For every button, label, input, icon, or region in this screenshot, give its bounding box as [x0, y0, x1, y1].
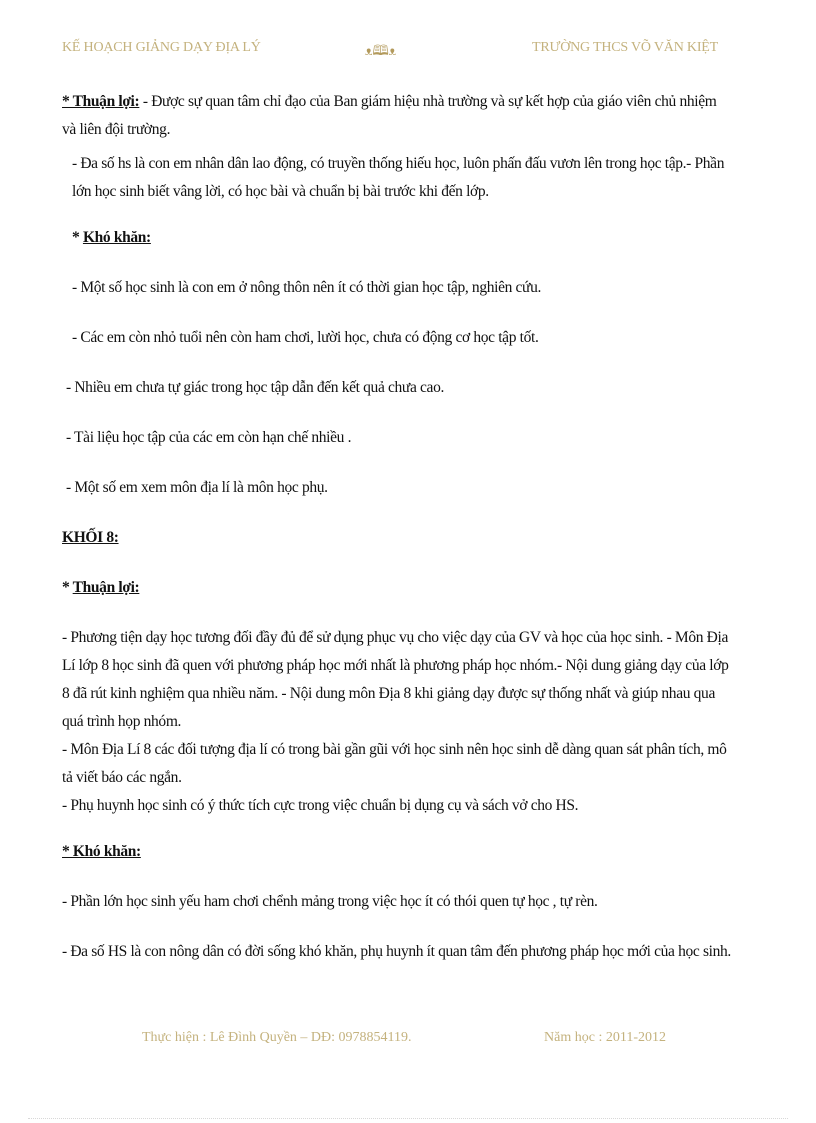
thuanloi-paragraph: [62, 88, 732, 144]
bottom-divider: [28, 1118, 788, 1119]
page-header: [62, 40, 718, 62]
khokhan-heading: [62, 224, 732, 252]
footer-author: Thực hiện : Lê Đình Quyền – DĐ: 0978854119.: [142, 1030, 412, 1045]
k8-thuanloi-paragraph-2: - Môn Địa Lí 8 các đối tượng địa lí có trong bài gần gũi với học sinh nên học sinh dễ dàng quan sát phân tích, mô tả viết báo các ngắn.: [62, 741, 727, 786]
khokhan-label: Khó khăn:: [82, 229, 151, 246]
thuanloi-label: * Thuận lợi:: [62, 93, 140, 110]
footer-school-year: Năm học : 2011-2012: [544, 1030, 666, 1045]
k8-thuanloi-star: *: [62, 579, 73, 596]
thuanloi-text: - Được sự quan tâm chỉ đạo của Ban giám hiệu nhà trường và sự kết hợp của giáo viên chủ nhiệm và liên đội trường.: [62, 93, 717, 138]
khokhan-item: - Nhiều em chưa tự giác trong học tập dẫn đến kết quả chưa cao.: [66, 379, 445, 396]
k8-khokhan-item: - Đa số HS là con nông dân có đời sống khó khăn, phụ huynh ít quan tâm đến phương pháp học mới của học sinh.: [62, 943, 731, 960]
thuanloi-paragraph-2: - Đa số hs là con em nhân dân lao động, có truyền thống hiếu học, luôn phấn đấu vươn lên trong học tập.- Phần lớn học sinh biết vâng lời, có học bài và chuẩn bị bài trước khi đến lớp.: [72, 155, 725, 200]
document-body: [62, 88, 732, 966]
khokhan-star: *: [72, 229, 83, 246]
k8-thuanloi-heading: [62, 574, 732, 602]
khoi-8-title: KHỐI 8:: [62, 529, 119, 546]
header-doc-title: KẾ HOẠCH GIẢNG DẠY ĐỊA LÝ: [62, 40, 261, 55]
k8-khokhan-heading: * Khó khăn:: [62, 843, 141, 860]
khokhan-item: - Các em còn nhỏ tuổi nên còn ham chơi, lười học, chưa có động cơ học tập tốt.: [72, 329, 539, 346]
header-ornament: ᴥ🕮ᴥ: [365, 44, 396, 59]
k8-thuanloi-label: Thuận lợi:: [72, 579, 140, 596]
khokhan-item: - Một số học sinh là con em ở nông thôn nên ít có thời gian học tập, nghiên cứu.: [72, 279, 542, 296]
khokhan-item: - Tài liệu học tập của các em còn hạn chế nhiều .: [66, 429, 352, 446]
page-footer: [142, 1030, 666, 1052]
k8-thuanloi-paragraph-3: - Phụ huynh học sinh có ý thức tích cực trong việc chuẩn bị dụng cụ và sách vở cho HS.: [62, 797, 579, 814]
khokhan-item: - Một số em xem môn địa lí là môn học phụ.: [66, 479, 328, 496]
header-school-name: TRƯỜNG THCS VÕ VĂN KIỆT: [532, 40, 718, 55]
k8-thuanloi-paragraph: - Phương tiện dạy học tương đối đầy đủ để sử dụng phục vụ cho việc dạy của GV và học của học sinh. - Môn Địa Lí lớp 8 học sinh đã quen với phương pháp học mới nhất là phương pháp học nhóm.- Nội dung giảng dạy của lớp 8 đã rút kinh nghiệm qua nhiều năm. - Nội dung môn Địa 8 khi giảng dạy được sự thống nhất và giúp nhau qua quá trình họp nhóm.: [62, 629, 729, 730]
k8-khokhan-item: - Phần lớn học sinh yếu ham chơi chểnh mảng trong việc học ít có thói quen tự học , tự rèn.: [62, 893, 598, 910]
